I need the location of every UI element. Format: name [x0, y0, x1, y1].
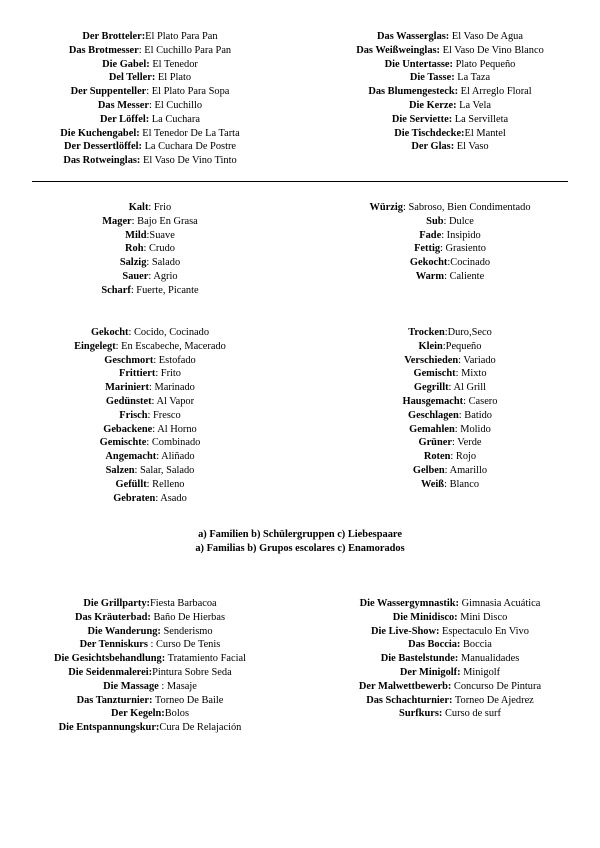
spanish-translation: Senderismo	[160, 625, 213, 637]
german-term: Fade	[419, 229, 442, 241]
vocab-entry	[0, 85, 300, 99]
spanish-translation: Plato Pequeño	[453, 58, 516, 70]
german-term: Gemischt	[413, 368, 456, 380]
vocab-entry	[0, 326, 300, 340]
german-term: Hausgemacht	[402, 395, 464, 407]
vocab-entry	[0, 694, 300, 708]
spanish-translation: La Cuchara	[149, 113, 200, 125]
section-table-setting	[0, 30, 600, 168]
german-term: Das Wasserglas:	[377, 31, 450, 42]
spanish-translation: : Asado	[155, 492, 187, 504]
vocab-entry	[0, 127, 300, 141]
table-setting-right-column	[300, 30, 600, 168]
spanish-translation: El Arreglo Floral	[458, 86, 532, 98]
vocab-entry	[0, 638, 300, 652]
spanish-translation: : Agrio	[148, 270, 178, 282]
german-term: Die Tasse:	[409, 72, 455, 84]
spanish-translation: : Grasiento	[440, 243, 486, 255]
german-term: Frittiert	[118, 368, 156, 380]
vocab-entry	[0, 44, 300, 58]
section-taste	[0, 201, 600, 298]
german-term: Gekocht	[409, 257, 448, 269]
german-term: Sub	[426, 215, 444, 227]
german-term: Mager	[102, 215, 132, 227]
vocab-entry	[0, 450, 300, 464]
spanish-translation: El Vaso De Vino Blanco	[440, 44, 544, 56]
spanish-translation: Concurso De Pintura	[451, 680, 542, 692]
taste-left-column	[0, 201, 300, 298]
spanish-translation: Torneo De Baile	[152, 694, 224, 706]
vocab-entry	[300, 229, 600, 243]
vocab-entry	[0, 30, 300, 44]
spanish-translation: Gimnasia Acuática	[459, 598, 541, 609]
section-preparation	[0, 326, 600, 505]
german-term: Gemahlen	[409, 423, 455, 435]
german-term: Surfkurs:	[399, 708, 443, 720]
spanish-translation: : Salar, Salado	[134, 464, 195, 476]
german-term: Gefüllt	[115, 478, 147, 490]
german-term: Grüner	[418, 437, 452, 449]
german-term: Gelben	[412, 464, 445, 476]
vocab-entry	[300, 381, 600, 395]
german-term: Geschlagen	[408, 409, 459, 421]
spanish-translation: : Dulce	[443, 215, 474, 227]
german-term: Kalt	[128, 202, 149, 213]
spanish-translation: La Vela	[456, 99, 492, 111]
vocab-entry	[300, 436, 600, 450]
spanish-translation: Boccia	[460, 639, 492, 651]
german-term: Del Teller:	[108, 72, 156, 84]
german-term: Gemischte	[99, 437, 147, 449]
preparation-right-column	[300, 326, 600, 505]
spanish-translation: : Sabroso, Bien Condimentado	[402, 202, 531, 213]
vocab-entry	[0, 464, 300, 478]
spanish-translation: : Caliente	[444, 270, 485, 282]
spanish-translation: El Vaso De Agua	[449, 31, 523, 42]
vocab-entry	[0, 721, 300, 735]
vocab-entry	[300, 423, 600, 437]
vocab-entry	[0, 270, 300, 284]
german-term: Die Wassergymnastik:	[359, 598, 459, 609]
spanish-translation: El Tenedor	[149, 58, 198, 70]
spanish-translation: : Variado	[458, 354, 496, 366]
spanish-translation: : El Plato Para Sopa	[146, 86, 230, 98]
german-term: Geschmort	[104, 354, 154, 366]
spanish-translation: Pintura Sobre Seda	[152, 666, 232, 678]
german-term: Der Dessertlöffel:	[63, 141, 142, 153]
spanish-translation: : Amarillo	[444, 464, 488, 476]
spanish-translation: : Aliñado	[156, 451, 195, 463]
german-term: Eingelegt	[74, 340, 116, 352]
german-term: Salzig	[119, 257, 147, 269]
spanish-translation: : Curso De Tenis	[147, 639, 221, 651]
german-term: Das Boccia:	[408, 639, 461, 651]
spanish-translation: :Duro,Seco	[444, 327, 492, 338]
vocab-entry	[0, 242, 300, 256]
options-german: a) Familien b) Schülergruppen c) Liebespaare	[198, 529, 402, 540]
german-term: Angemacht	[105, 451, 157, 463]
section-activities	[0, 597, 600, 735]
german-term: Die Untertasse:	[384, 58, 454, 70]
vocab-entry	[300, 638, 600, 652]
vocab-entry	[300, 256, 600, 270]
vocab-entry	[300, 30, 600, 44]
vocab-entry	[300, 464, 600, 478]
german-term: Frisch	[119, 409, 148, 421]
spanish-translation: : Casero	[463, 395, 498, 407]
german-term: Klein	[418, 340, 443, 352]
german-term: Die Wanderung:	[87, 625, 161, 637]
vocab-entry	[0, 666, 300, 680]
vocab-entry	[300, 597, 600, 611]
german-term: Der Tenniskurs	[79, 639, 148, 651]
german-term: Die Kerze:	[408, 99, 457, 111]
vocab-entry	[300, 625, 600, 639]
vocab-entry	[0, 256, 300, 270]
vocab-entry	[0, 381, 300, 395]
spanish-translation: : Al Vapor	[151, 395, 195, 407]
spanish-translation: La Taza	[454, 72, 491, 84]
german-term: Die Bastelstunde:	[380, 653, 459, 665]
german-term: Warm	[415, 270, 445, 282]
vocab-entry	[0, 652, 300, 666]
german-term: Die Grillparty:	[83, 598, 150, 609]
preparation-left-column	[0, 326, 300, 505]
german-term: Der Suppenteller	[70, 86, 147, 98]
vocab-entry	[300, 71, 600, 85]
vocab-entry	[300, 270, 600, 284]
spanish-translation: : Mixto	[455, 368, 487, 380]
german-term: Der Glas:	[411, 141, 455, 153]
spanish-translation: El Mantel	[464, 127, 506, 139]
vocab-entry	[300, 652, 600, 666]
german-term: Der Malwettbewerb:	[358, 680, 452, 692]
german-term: Mild	[125, 229, 147, 241]
vocab-entry	[300, 326, 600, 340]
spanish-translation: : Batido	[458, 409, 492, 421]
spanish-translation: Curso de surf	[442, 708, 501, 720]
german-term: Weiß	[420, 478, 445, 490]
german-term: Die Gabel:	[102, 58, 150, 70]
spanish-translation: : En Escabeche, Macerado	[115, 340, 226, 352]
vocab-entry	[0, 409, 300, 423]
vocab-entry	[0, 436, 300, 450]
spanish-translation: : Relleno	[146, 478, 185, 490]
german-term: Die Minidisco:	[392, 611, 458, 623]
spanish-translation: : Al Horno	[152, 423, 197, 435]
german-term: Das Schachturnier:	[366, 694, 453, 706]
vocab-entry	[300, 395, 600, 409]
spanish-translation: Tratamiento Facial	[165, 653, 246, 665]
vocab-entry	[0, 284, 300, 298]
german-term: Mariniert	[105, 382, 149, 394]
spanish-translation: Minigolf	[460, 666, 501, 678]
vocab-entry	[300, 707, 600, 721]
vocab-entry	[0, 478, 300, 492]
spanish-translation: : Marinado	[148, 382, 195, 394]
german-term: Salzen	[105, 464, 135, 476]
spanish-translation: El Tenedor De La Tarta	[139, 127, 240, 139]
spanish-translation: Fiesta Barbacoa	[150, 598, 217, 609]
german-term: Das Kräuterbad:	[74, 611, 151, 623]
vocab-entry	[0, 340, 300, 354]
vocab-entry	[0, 99, 300, 113]
vocab-entry	[0, 140, 300, 154]
german-term: Die Live-Show:	[371, 625, 440, 637]
german-term: Das Tanzturnier:	[76, 694, 153, 706]
spanish-translation: La Servilleta	[452, 113, 509, 125]
spanish-translation: : Frio	[148, 202, 172, 213]
german-term: Das Rotweinglas:	[63, 155, 141, 167]
spanish-translation: Espectaculo En Vivo	[439, 625, 529, 637]
spanish-translation: La Cuchara De Postre	[141, 141, 237, 153]
taste-right-column	[300, 201, 600, 298]
table-setting-left-column	[0, 30, 300, 168]
german-term: Roten	[423, 451, 451, 463]
vocab-entry	[0, 154, 300, 168]
spanish-translation: El Vaso De Vino Tinto	[140, 155, 237, 167]
german-term: Die Seidenmalerei:	[68, 666, 153, 678]
vocab-entry	[300, 666, 600, 680]
spanish-translation: :Pequeño	[442, 340, 482, 352]
german-term: Der Löffel:	[100, 113, 150, 125]
vocab-entry	[0, 611, 300, 625]
vocab-entry	[300, 611, 600, 625]
german-term: Das Messer	[97, 99, 149, 111]
vocab-entry	[0, 367, 300, 381]
german-term: Die Kuchengabel:	[60, 127, 140, 139]
vocab-entry	[300, 215, 600, 229]
spanish-translation: : Crudo	[143, 243, 175, 255]
vocab-entry	[300, 140, 600, 154]
spanish-translation: El Plato	[155, 72, 192, 84]
horizontal-divider	[32, 181, 568, 182]
german-term: Sauer	[122, 270, 149, 282]
spanish-translation: : Cocido, Cocinado	[128, 327, 210, 338]
vocab-entry	[0, 680, 300, 694]
vocab-entry	[300, 242, 600, 256]
vocab-entry	[0, 58, 300, 72]
german-term: Fettig	[414, 243, 441, 255]
vocab-entry	[300, 367, 600, 381]
spanish-translation: : Blanco	[444, 478, 480, 490]
german-term: Das Weißweinglas:	[356, 44, 441, 56]
spanish-translation: : El Cuchillo Para Pan	[138, 44, 232, 56]
german-term: Verschieden	[404, 354, 459, 366]
vocab-entry	[300, 409, 600, 423]
german-term: Der Brotteler:	[82, 31, 146, 42]
spanish-translation: : Estofado	[153, 354, 196, 366]
vocab-entry	[300, 450, 600, 464]
spanish-translation: El Plato Para Pan	[145, 31, 218, 42]
spanish-translation: Torneo De Ajedrez	[452, 694, 534, 706]
vocab-entry	[300, 85, 600, 99]
german-term: Die Tischdecke:	[394, 127, 465, 139]
vocab-entry	[0, 215, 300, 229]
spanish-translation: El Vaso	[454, 141, 489, 153]
german-term: Die Serviette:	[391, 113, 453, 125]
spanish-translation: Mini Disco	[457, 611, 508, 623]
vocab-entry	[300, 694, 600, 708]
german-term: Das Blumengesteck:	[368, 86, 459, 98]
german-term: Gegrillt	[413, 382, 449, 394]
german-term: Die Entspannungskur:	[58, 722, 160, 734]
vocab-entry	[0, 597, 300, 611]
vocab-entry	[300, 201, 600, 215]
vocab-entry	[0, 625, 300, 639]
spanish-translation: :Suave	[146, 229, 175, 241]
german-term: Scharf	[101, 284, 131, 296]
vocab-entry	[0, 354, 300, 368]
german-term: Gekocht	[90, 327, 129, 338]
german-term: Roh	[125, 243, 144, 255]
activities-left-column	[0, 597, 300, 735]
vocab-entry	[300, 680, 600, 694]
german-term: Das Brotmesser	[68, 44, 139, 56]
vocab-entry	[300, 340, 600, 354]
spanish-translation: : El Cuchillo	[148, 99, 203, 111]
spanish-translation: Baño De Hierbas	[150, 611, 226, 623]
german-term: Würzig	[369, 202, 403, 213]
vocab-entry	[300, 99, 600, 113]
german-term: Trocken	[408, 327, 445, 338]
spanish-translation: : Molido	[454, 423, 491, 435]
options-spanish: a) Familias b) Grupos escolares c) Enamorados	[195, 543, 405, 554]
german-term: Gedünstet	[105, 395, 152, 407]
spanish-translation: Bolos	[164, 708, 190, 720]
spanish-translation: : Al Grill	[448, 382, 487, 394]
spanish-translation: :Cocinado	[447, 257, 491, 269]
vocab-entry	[0, 492, 300, 506]
vocab-entry	[300, 44, 600, 58]
spanish-translation: : Insipido	[441, 229, 481, 241]
spanish-translation: : Verde	[451, 437, 482, 449]
german-term: Die Massage	[103, 680, 159, 692]
vocab-entry	[300, 478, 600, 492]
german-term: Der Kegeln:	[110, 708, 165, 720]
spanish-translation: : Bajo En Grasa	[131, 215, 198, 227]
spanish-translation: : Combinado	[146, 437, 201, 449]
spanish-translation: : Rojo	[450, 451, 477, 463]
vocab-entry	[0, 113, 300, 127]
spanish-translation: : Fuerte, Picante	[130, 284, 199, 296]
spanish-translation: Cura De Relajación	[159, 722, 242, 734]
vocab-entry	[300, 127, 600, 141]
vocab-entry	[0, 201, 300, 215]
german-term: Die Gesichtsbehandlung:	[54, 653, 166, 665]
spanish-translation: : Masaje	[158, 680, 197, 692]
vocab-entry	[0, 71, 300, 85]
spanish-translation: Manualidades	[458, 653, 520, 665]
german-term: Gebackene	[103, 423, 153, 435]
activities-right-column	[300, 597, 600, 735]
vocab-entry	[0, 707, 300, 721]
spanish-translation: : Fresco	[147, 409, 181, 421]
vocab-entry	[300, 58, 600, 72]
vocab-entry	[300, 354, 600, 368]
vocab-entry	[0, 395, 300, 409]
german-term: Gebraten	[113, 492, 156, 504]
vocab-entry	[0, 423, 300, 437]
vocab-entry	[300, 113, 600, 127]
vocab-entry	[0, 229, 300, 243]
german-term: Der Minigolf:	[399, 666, 461, 678]
spanish-translation: : Frito	[155, 368, 182, 380]
spanish-translation: : Salado	[146, 257, 181, 269]
